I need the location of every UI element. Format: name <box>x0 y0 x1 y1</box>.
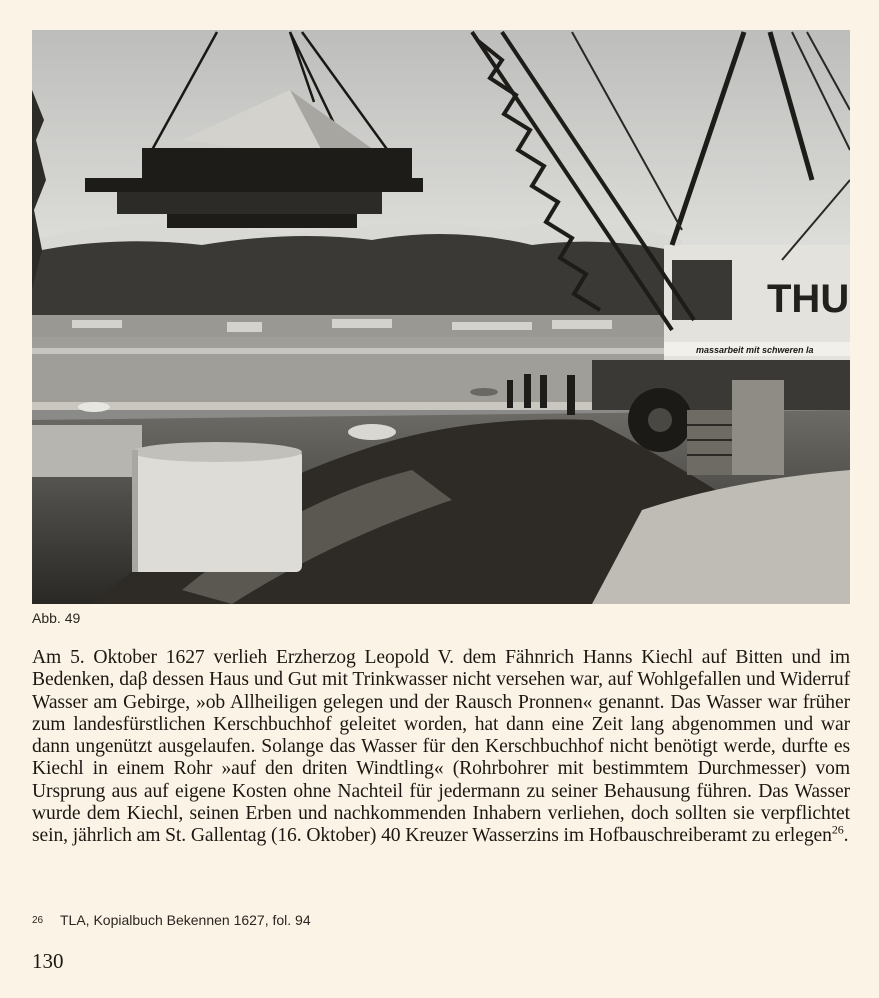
crane-lettering: massarbeit mit schweren la <box>696 345 814 355</box>
figure-caption: Abb. 49 <box>32 610 81 626</box>
footnote-number: 26 <box>32 915 44 926</box>
car <box>470 388 498 396</box>
concrete-wall <box>32 425 142 477</box>
crane-chassis <box>592 360 850 410</box>
construction-crane-photo <box>32 30 850 604</box>
body-paragraph <box>32 647 850 848</box>
paragraph-text: Am 5. Oktober 1627 verlieh Erzherzog Leopold V. dem Fähnrich Hanns Kiechl auf Bitten und im Bedenken, daβ dessen Haus und Gut mit Trinkwasser nicht versehen war, auf Wohlgefallen und Widerruf Wasser am Gebirge, »ob Allheiligen gelegen und der Rausch Pronnen« genannt. Das Wasser war früher zum landesfürstlichen Kerschbuchhof geleitet worden, hat dann eine Zeit lang abgenommen und war dann ungenützt ausgelaufen. Solange das Wasser für den Kerschbuchhof nicht benötigt werde, durfte es Kiechl in einem Rohr »auf den driten Windtling« (Rohrbohrer mit bestimmtem Durchmesser) vom Ursprung aus auf eigene Kosten ohne Nachteil für jedermann zu seiner Behausung führen. Das Wasser wurde dem Kiechl, seinen Erben und nachkommenden Inhabern verliehen, doch sollten sie verpflichtet sein, jährlich am St. Gallentag (16. Oktober) 40 Kreuzer Wasserzins im Hofbauschreiberamt zu erlegen <box>32 647 850 847</box>
car <box>348 424 396 440</box>
footnote-reference[interactable]: 26 <box>831 822 844 837</box>
crane-logo: THU <box>767 277 850 321</box>
paragraph-end: . <box>843 825 849 847</box>
footnote <box>32 910 311 931</box>
page-number: 130 <box>32 949 64 973</box>
footnote-text: TLA, Kopialbuch Bekennen 1627, fol. 94 <box>60 912 311 928</box>
concrete-cylinder <box>132 450 302 572</box>
figure-photo <box>32 30 850 604</box>
car <box>78 402 110 412</box>
